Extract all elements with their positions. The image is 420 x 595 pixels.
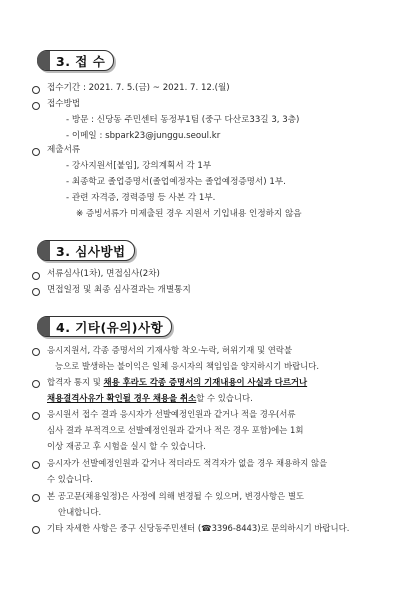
section-header-screening [37,240,135,261]
documents-label: 제출서류 [47,145,81,155]
section-header-tab [37,317,50,336]
documents-item: - 강사지원서[붙임], 강의계획서 각 1부 [66,161,212,171]
section-header-tab [37,241,50,260]
bullet-circle-icon [32,380,40,388]
notes-item-3-line-3: 이상 재공고 후 시험을 실시 할 수 있습니다. [47,441,206,451]
section-title: 3. 심사방법 [56,243,126,259]
section-title: 3. 접 수 [56,53,106,69]
section-header-notes [37,316,172,337]
notes-item-2-line-1 [47,375,307,391]
documents-item: - 최종학교 졸업증명서(졸업예정자는 졸업예정증명서) 1부. [66,177,286,187]
reception-method-email: - 이메일 : sbpark23@junggu.seoul.kr [66,131,221,141]
notes-item-3-line-1: 응시원서 접수 결과 응시자가 선발예정인원과 같거나 적을 경우(서류 [47,409,296,419]
notes-item-6-text: 기타 자세한 사항은 중구 신당동주민센터 ( [47,523,202,533]
section-title: 4. 기타(유의)사항 [56,319,164,335]
notes-item-1-line-1: 응시지원서, 각종 증명서의 기재사항 착오·누락, 허위기재 및 연락불 [47,345,293,355]
reception-method-visit: - 방문 : 신당동 주민센터 동정부1팀 (중구 다산로33길 3, 3층) [66,115,300,125]
notes-item-2-text: 할 수 있습니다. [196,393,253,403]
bullet-circle-icon [32,412,40,420]
notes-item-4-line-1: 응시자가 선발예정인원과 같거나 적더라도 적격자가 없을 경우 채용하지 않을 [47,458,328,468]
phone-icon: ☎ [201,523,212,533]
bullet-circle-icon [32,526,40,534]
bullet-circle-icon [32,102,40,110]
notes-item-6 [47,521,349,537]
notes-item-6-contact: 3396-8443)로 문의하시기 바랍니다. [211,523,350,533]
notes-item-5-line-2: 안내합니다. [58,507,102,517]
screening-item: 면접일정 및 최종 심사결과는 개별통지 [47,285,191,295]
bullet-circle-icon [32,86,40,94]
documents-note: ※ 증빙서류가 미제출된 경우 지원서 기입내용 인정하지 않음 [76,209,302,219]
notes-item-1-line-2: 능으로 발생하는 불이익은 일체 응시자의 책임임을 양지하시기 바랍니다. [55,361,320,371]
notes-item-3-line-2: 심사 결과 부적격으로 선발예정인원과 같거나 적은 경우 포함)에는 1회 [47,425,304,435]
notes-item-5-line-1: 본 공고문(채용일정)은 사정에 의해 변경될 수 있으며, 변경사항은 별도 [47,491,305,501]
notes-item-4-line-2: 수 있습니다. [47,474,93,484]
reception-period: 접수기간 : 2021. 7. 5.(금) ~ 2021. 7. 12.(월) [47,83,230,93]
notes-item-2-text: 합격자 통지 및 [47,377,104,387]
notes-item-2-emphasis: 채용 후라도 각종 증명서의 기재내용이 사실과 다르거나 [103,377,308,387]
bullet-circle-icon [32,494,40,502]
notes-item-2-line-2 [47,391,253,407]
bullet-circle-icon [32,348,40,356]
bullet-circle-icon [32,461,40,469]
notes-item-2-emphasis: 채용결격사유가 확인될 경우 채용을 취소 [47,393,197,403]
bullet-circle-icon [32,288,40,296]
bullet-circle-icon [32,272,40,280]
section-header-tab [37,51,50,70]
screening-item: 서류심사(1차), 면접심사(2차) [47,269,160,279]
bullet-circle-icon [32,148,40,156]
section-header-reception [37,50,114,71]
documents-item: - 관련 자격증, 경력증명 등 사본 각 1부. [66,193,216,203]
reception-method-label: 접수방법 [47,99,81,109]
